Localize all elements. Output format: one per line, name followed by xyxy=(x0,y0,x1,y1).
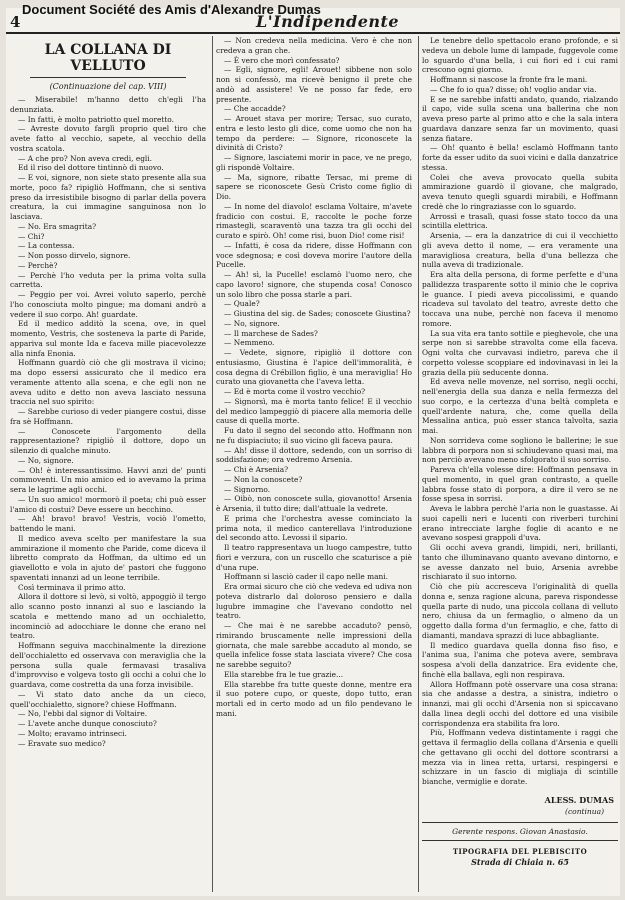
paragraph: — Avreste dovuto farglì proprio quel tiro che avete fatto al vecchio, sapete, al vecchio della vostra scatola. xyxy=(10,124,206,153)
column-2-text xyxy=(216,36,412,719)
paragraph: Non sorrideva come sogliono le ballerine; le sue labbra di porpora non si schiudevano quasi mai, ma non perciò avevano meno sfolgorato il suo sorriso. xyxy=(422,435,618,465)
paragraph: — Quale? xyxy=(224,299,260,309)
serial-title: LA COLLANA DI VELLUTO xyxy=(44,42,172,74)
paragraph: La sua vita era tanto sottile e pieghevole, che una serpe non si sarebbe stravolta come ella faceva. Ogni volta che curvavasi indietro, pareva che il corpetto volesse scoppiare ed indovinavasi in lei la grazia della più seducente donna. xyxy=(422,328,618,377)
paragraph: Colei che aveva provocato quella subita ammirazione guardò il giovane, che malgrado, aveva tenuto quegli sguardi mirabili, e Hoffmann credè che lo ringraziasse con lo sguardo. xyxy=(422,172,618,211)
paragraph: — Egli, signore, egli! Arouet! sibbene non solo non si confessò, ma ricevè benigno il prete che andò ad assistere! Ve ne posso far fede, ero presente. xyxy=(216,65,412,104)
paragraph: — Ma, signore, ribatte Tersac, mi preme di sapere se riconoscete Gesù Cristo come figlio di Dio. xyxy=(216,172,412,201)
column-1-text xyxy=(10,95,206,748)
paragraph: Ed il riso del dottore tintinnò di nuovo. xyxy=(18,163,164,173)
paragraph: Aveva le labbra perchè l'aria non le guastasse. Ai suoi capelli neri e lucenti con riverberi turchini erano intrecciate larghe foglie di acanto e ne avevano sospesi grappoli d'uva. xyxy=(422,504,618,543)
paragraph: Gli occhi aveva grandi, limpidi, neri, brillanti, tanto che illuminavano quanto avevano dintorno, e se avesse danzato nel buio, Arsenia avrebbe rischiarato il suo intorno. xyxy=(422,543,618,582)
paragraph: Arrossì e trasalì, quasi fosse stato tocco da una scintilla elettrica. xyxy=(422,211,618,231)
paragraph: — Molto; eravamo intrinseci. xyxy=(18,728,127,738)
column-2 xyxy=(216,36,412,892)
paragraph: — Arouet stava per morire; Tersac, suo curato, entra e lesto lesto gli dice, come uomo che non ha tempo da perdere: — Signore, riconoscete la divinità di Cristo? xyxy=(216,114,412,153)
paragraph: — Non credeva nella medicina. Vero è che non credeva a gran che. xyxy=(216,36,412,55)
paragraph: — Non posso dirvelo, signore. xyxy=(18,251,131,260)
paragraph: — In fatti, è molto patriotto quel moretto. xyxy=(18,114,174,124)
separator xyxy=(422,822,618,823)
paragraph: — Un suo amico! mormorò il poeta; chi può esser l'amico di costui? Deve essere un becchino. xyxy=(10,494,206,514)
paragraph: — Oh! quanto è bella! esclamò Hoffmann tanto forte da esser udito da suoi vicini e dalla danzatrice stessa. xyxy=(422,143,618,172)
paragraph: Hoffmann seguiva macchinalmente la direzione dell'occhialetto ed osservava con meraviglia che la persona sulla quale fermavasi trasaliva d'improvviso e volgeva tosto gli occhi a colui che lo guardava, come costretta da una forza invisibile. xyxy=(10,641,206,689)
paragraph: — Sarebbe curioso di veder piangere costui, disse fra sè Hoffmann. xyxy=(10,407,206,426)
paragraph: — La contessa. xyxy=(18,241,75,251)
paragraph: — Eravate suo medico? xyxy=(18,738,106,748)
serial-subtitle: (Continuazione del cap. VIII) xyxy=(49,82,167,91)
paragraph: — Signorsì, ma è morta tanto felice! E il vecchio del medico lampeggiò di piacere alla memoria delle cause di quella morte. xyxy=(216,396,412,426)
paragraph: — A che pro? Non aveva credi, egli. xyxy=(18,153,153,163)
paragraph: Il medico guardava quella donna fiso fiso, e l'anima sua, l'anima che poteva avere, sembrava sospesa a'voli della danzatrice. Era evidente che, finchè ella ballava, egli non respirava. xyxy=(422,640,618,679)
paragraph: Il teatro rappresentava un luogo campestre, tutto fiori e verzura, con un ruscello che scaturisce a piè d'una rupe. xyxy=(216,543,412,572)
paragraph: — Il marchese de Sades? xyxy=(224,328,318,338)
paragraph: Allora Hoffmann potè osservare una cosa strana: sia che andasse a destra, a sinistra, indietro o innanzi, mai gli occhi d'Arsenia non si spiccavano dalla linea degli occhi del dottore ed una visibile corrispondenza era stabilita fra loro. xyxy=(422,679,618,728)
paragraph: Pareva ch'ella volesse dire: Hoffmann pensava in quel momento, in quel gran contrasto, a quelle labbra fosse stato di porpora, a dire il vero se ne fosse spesa in sorrisi. xyxy=(422,465,618,504)
paragraph: — Miserabile! m'hanno detto ch'egli l'ha denunziata. xyxy=(10,95,206,114)
author-signature: ALESS. DUMAS xyxy=(544,794,614,805)
paragraph: Arsenia, — era la danzatrice di cui il vecchietto gli aveva detto il nome, — era veramente una maravigliosa creatura, bella d'una bellezza che nulla aveva di tradizionale. xyxy=(422,231,618,270)
paragraph: — Ah! sì, la Pucelle! esclamò l'uomo nero, che capo lavoro! signore, che stupenda cosa! Conosco un solo libro che possa starle a pari. xyxy=(216,270,412,299)
paragraph: — Signore, lasciatemi morir in pace, ve ne prego, gli rispondè Voltaire. xyxy=(216,153,412,172)
paragraph: Fu dato il segno del secondo atto. Hoffmann non ne fu dispiaciuto; il suo vicino gli faceva paura. xyxy=(216,426,412,445)
paragraph: Il medico aveva scelto per manifestare la sua ammirazione il momento che Paride, come diceva il libretto comprato da Hoffman, da ultimo ed un giavellotto e vola in ajuto de' pastori che fuggono spaventati innanzi ad un leone terribile. xyxy=(10,533,206,582)
column-3-text xyxy=(422,36,618,787)
separator xyxy=(422,840,618,841)
newspaper-page xyxy=(6,8,620,896)
paragraph: — Perchè? xyxy=(18,260,58,270)
paragraph: — È vero che morì confessato? xyxy=(224,55,340,65)
title-rule xyxy=(30,77,186,78)
paragraph: — Perchè l'ho veduta per la prima volta sulla carretta. xyxy=(10,270,206,290)
paragraph: — No, signore. xyxy=(224,318,280,328)
page-number: 4 xyxy=(10,13,21,31)
paragraph: — Oh! è interessantissimo. Havvi anzi de' punti commoventi. Un mio amico ed io avevamo la prima sera le lagrime agli occhi. xyxy=(10,465,206,494)
paragraph: — Chi? xyxy=(18,231,45,241)
paragraph: Più, Hoffmann vedeva distintamente i raggi che gettava il fermaglio della collana d'Arsenia e quelli che gettavano gli occhi del dottore scontrarsi a mezza via in linea retta, urtarsi, respingersi e schizzare in un fascio di migliaja di scintille bianche, vermiglie e dorate. xyxy=(422,728,618,786)
watermark: Document Société des Amis d'Alexandre Dumas xyxy=(22,2,321,17)
paragraph: — Signorno. xyxy=(224,484,271,494)
paragraph: — L'avete anche dunque conosciuto? xyxy=(18,719,157,728)
printer-name: TIPOGRAFIA DEL PLEBISCITO xyxy=(452,846,588,856)
paragraph: — Oibò, non conoscete sulla, giovanotto! Arsenia è Arsenia, il tutto dire; dall'attuale la vedrete. xyxy=(216,494,412,513)
paragraph: Era alta della persona, di forme perfette e d'una pallidezza trasparente sotto il minio che le copriva le guance. I piedi aveva piccolissimi, e quando ricadeva sul tavolato del teatro, avreste detto che toccava una nube, perchè non faceva il menomo romore. xyxy=(422,270,618,328)
column-rule xyxy=(212,36,213,892)
paragraph: Hoffmann si nascose la fronte fra le mani. xyxy=(430,75,588,84)
paragraph: — Chi è Arsenia? xyxy=(224,465,289,474)
paragraph: — Ah! disse il dottore, sedendo, con un sorriso di soddisfazione; ora vedremo Arsenia. xyxy=(216,445,412,465)
column-rule xyxy=(418,36,419,892)
paragraph: — Che fo io qua? disse; oh! voglio andar via. xyxy=(430,84,597,94)
paragraph: — Vedete, signore, ripigliò il dottore con entusiasmo, Giustina è l'apice dell'immoralità, è cosa degna di Crébillon figlio, è una meraviglia! Ho curato una giovanetta che l'aveva letta. xyxy=(216,348,412,387)
column-1 xyxy=(10,36,206,892)
paragraph: — E voi, signore, non siete stato presente alla sua morte, poco fa? ripigliò Hoffmann, che si sentiva preso da irresistibile bisogno di parlar della povera creatura, la cui immagine sanguinosa non lo lasciava. xyxy=(10,173,206,221)
paragraph: Ella starebbe fra le tue grazie... xyxy=(224,669,344,679)
paragraph: — In nome del diavolo! esclama Voltaire, m'avete fradicio con costui. E, raccolte le poche forze rimastegli, scaraventò una tazza tra gli occhi del curato e spirò. Oh! come risi, buon Dio! come risi! xyxy=(216,201,412,240)
newspaper-title: L'Indipendente xyxy=(256,12,400,31)
paragraph: — Conoscete l'argomento della rappresentazione? ripigliò il dottore, dopo un silenzio di qualche minuto. xyxy=(10,426,206,455)
paragraph: — No, signore. xyxy=(18,455,74,465)
continued-note: (continua) xyxy=(565,806,604,816)
paragraph: — Non la conoscete? xyxy=(224,474,303,484)
paragraph: Hoffmann guardò ciò che gli mostrava il vicino; ma dopo essersi assicurato che il medico era veramente attento alla scena, e che egli non ne aveva udito e detto non aveva lasciato nessuna traccia nel suo spirito: xyxy=(10,358,206,407)
printer-address: Strada di Chiaia n. 65 xyxy=(471,856,569,867)
paragraph: Ella starebbe fra tutte queste donne, mentre era il suo potere cupo, or queste, dopo tutto, eran mortali ed in certo modo ad un filo pendevano le mani. xyxy=(216,679,412,718)
paragraph: — Infatti, è cosa da ridere, disse Hoffmann con voce sdegnosa; e così doveva morire l'autore della Pucelle. xyxy=(216,240,412,270)
paragraph: Ed aveva nelle movenze, nel sorriso, negli occhi, nell'energia della sua danza e nella fermezza del suo corpo, e la certezza d'una beltà completa e quell'ardente natura, che, come quella della Messalina antica, può esser stanca talvolta, sazia mai. xyxy=(422,377,618,435)
paragraph: Ciò che più accresceva l'originalità di quella donna e, senza ragione alcuna, pareva rispondesse quella parte di nudo, una piccola collana di velluto nero, chiusa da un fermaglio, o almeno da un oggetto dalla forma d'un fermaglio, e che, fatto di diamanti, mandava sprazzi di luce abbagliante. xyxy=(422,582,618,640)
paragraph: — Ah! bravo! bravo! Vestris, vociò l'ometto, battendo le mani. xyxy=(10,514,206,533)
paragraph: — No. Era smagrita? xyxy=(18,221,97,231)
paragraph: Così terminava il primo atto. xyxy=(18,582,126,592)
paragraph: — Peggio per voi. Avrei voluto saperlo, perchè l'ho conosciuta molto pingue; ma domani andrò a vedere il suo corpo. Ah! guardate. xyxy=(10,290,206,319)
manager-line: Gerente respons. Giovan Anastasio. xyxy=(452,826,588,836)
paragraph: Era ormai sicuro che ciò che vedeva ed udiva non poteva distrarlo dal doloroso pensiero e dalla lugubre immagine che l'avevano condotto nel teatro. xyxy=(216,582,412,621)
paragraph: E se ne sarebbe infatti andato, quando, rialzando il capo, vide sulla scena una ballerina che non aveva preso parte al primo atto e che la sala intera guardava danzare senza far un movimento, quasi senza fiatare. xyxy=(422,94,618,143)
paragraph: E prima che l'orchestra avesse cominciato la prima nota, il medico canterellava l'introduzione del secondo atto. Levossi il sipario. xyxy=(216,513,412,543)
paragraph: — Nemmeno. xyxy=(224,338,275,348)
paragraph: Le tenebre dello spettacolo erano profonde, e si vedeva un debole lume di lampade, fuggevole come lo sguardo d'una bella, i cui fiori ed i cui rami crescono ogni giorno. xyxy=(422,36,618,75)
paragraph: — Ed è morta come il vostro vecchio? xyxy=(224,387,366,396)
paragraph: — Che accadde? xyxy=(224,104,286,114)
paragraph: Allora il dottore si levò, si voltò, appoggiò il tergo allo scanno posto innanzi al suo e lasciando la scatola e mettendo mano ad un occhialetto, incominciò ad adocchiare le donne che erano nel teatro. xyxy=(10,592,206,641)
paragraph: — Giustina del sig. de Sades; conoscete Giustina? xyxy=(224,309,411,318)
paragraph: Ed il medico additò la scena, ove, in quel momento, Vestris, che sosteneva la parte di Paride, appariva sul monte Ida e faceva mille piacevolezze alla ninfa Enonia. xyxy=(10,319,206,358)
paragraph: Hoffmann si lasciò cader il capo nelle mani. xyxy=(224,572,388,582)
paragraph: — Vi stato dato anche da un cieco, quell'occhialetto, signore? chiese Hoffmann. xyxy=(10,689,206,709)
paragraph: — No, l'ebbi dal signor di Voltaire. xyxy=(18,709,148,719)
paragraph: — Che mai è ne sarebbe accaduto? pensò, rimirando bruscamente nelle impressioni della giornata, che male sarebbe accaduto al mondo, se quella infelice fosse stata lasciata vivere? Che cosa ne sarebbe seguito? xyxy=(216,621,412,669)
column-3 xyxy=(422,36,618,892)
